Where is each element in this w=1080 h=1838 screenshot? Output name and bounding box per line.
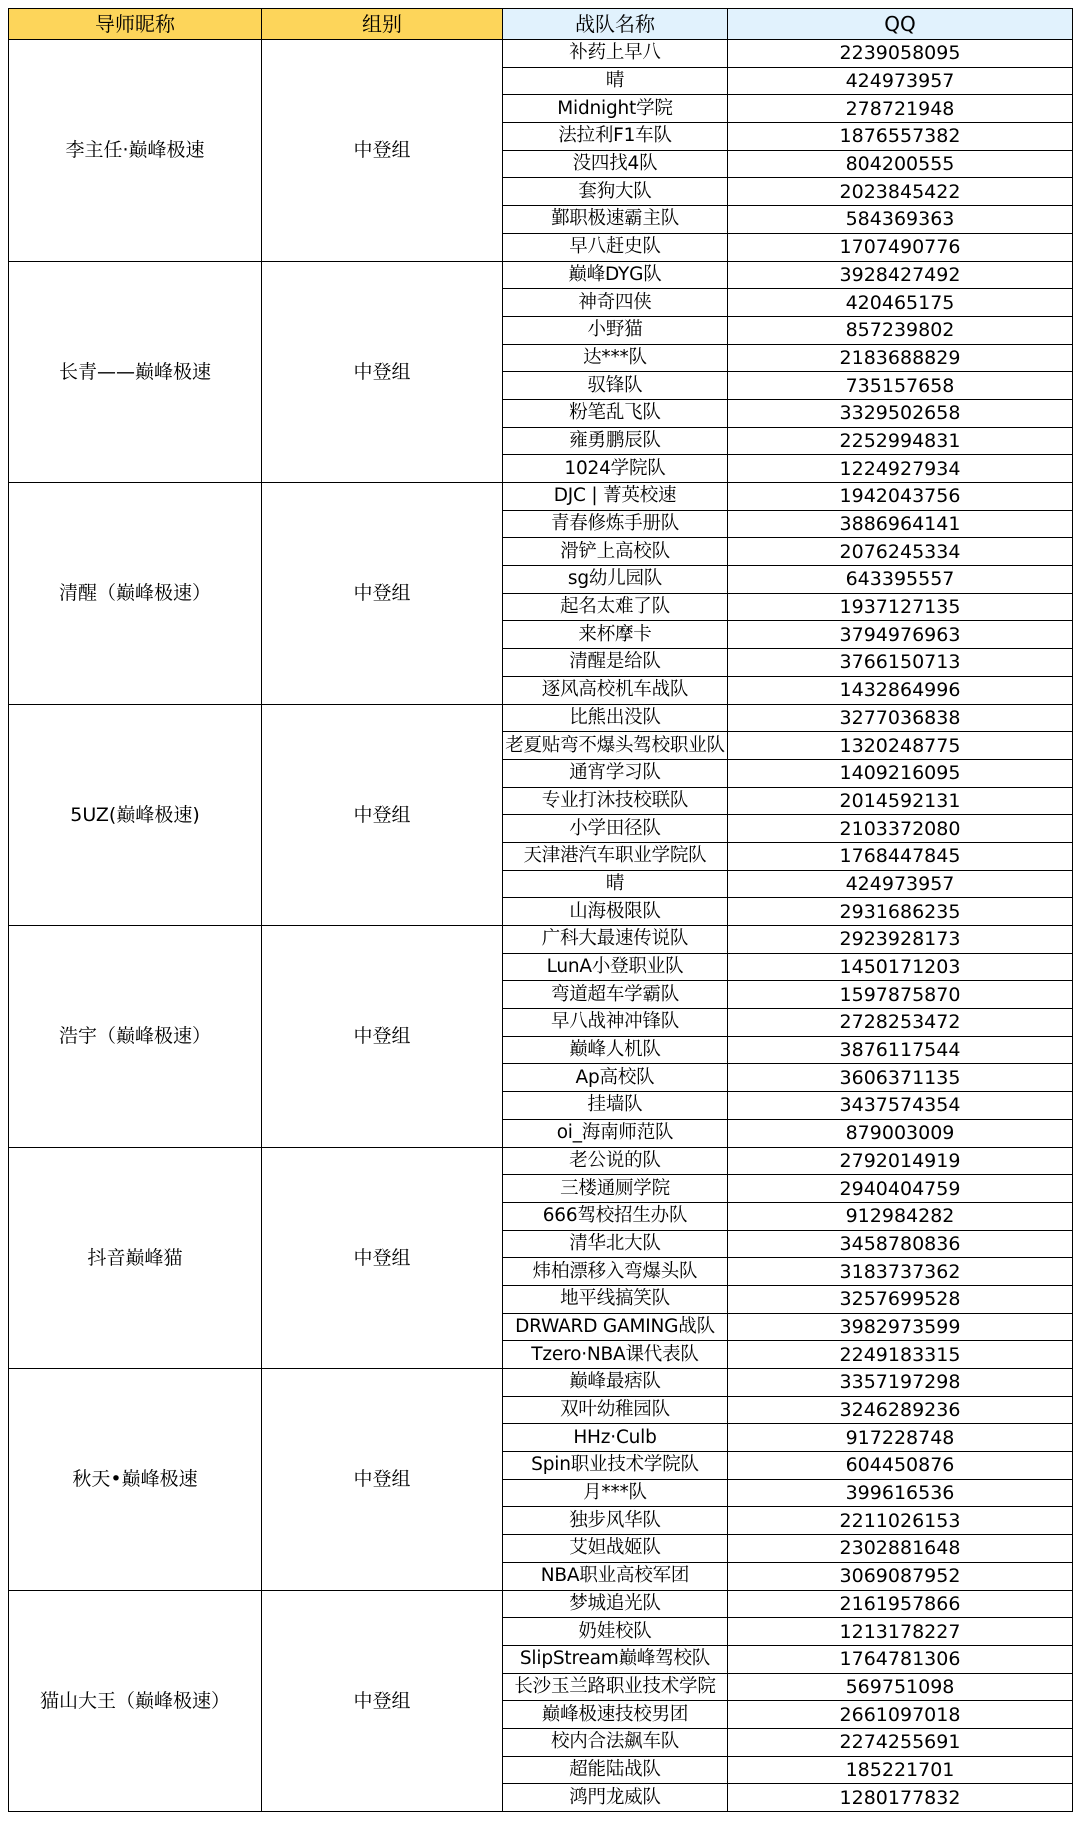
- qq-cell: 804200555: [728, 150, 1073, 178]
- team-name-cell: 校内合法飙车队: [503, 1728, 728, 1756]
- qq-cell: 1224927934: [728, 455, 1073, 483]
- team-name-cell: 神奇四侠: [503, 289, 728, 317]
- qq-cell: 3357197298: [728, 1369, 1073, 1397]
- team-name-cell: 双叶幼稚园队: [503, 1396, 728, 1424]
- team-name-cell: 青春修炼手册队: [503, 510, 728, 538]
- qq-cell: 2161957866: [728, 1590, 1073, 1618]
- team-name-cell: 早八赶史队: [503, 233, 728, 261]
- mentor-cell: 清醒（巅峰极速）: [9, 483, 262, 705]
- qq-cell: 2249183315: [728, 1341, 1073, 1369]
- team-name-cell: 老公说的队: [503, 1147, 728, 1175]
- qq-cell: 1937127135: [728, 593, 1073, 621]
- team-name-cell: Spin职业技术学院队: [503, 1452, 728, 1480]
- table-header: [9, 9, 1073, 40]
- team-name-cell: 来杯摩卡: [503, 621, 728, 649]
- team-name-cell: 小学田径队: [503, 815, 728, 843]
- group-cell: 中登组: [262, 926, 503, 1148]
- team-name-cell: 梦城追光队: [503, 1590, 728, 1618]
- header-team: 战队名称: [503, 9, 728, 40]
- qq-cell: 2211026153: [728, 1507, 1073, 1535]
- group-cell: 中登组: [262, 1590, 503, 1812]
- table-row: [9, 1147, 1073, 1175]
- qq-cell: 1876557382: [728, 123, 1073, 151]
- team-name-cell: 清醒是给队: [503, 649, 728, 677]
- qq-cell: 2183688829: [728, 344, 1073, 372]
- qq-cell: 2792014919: [728, 1147, 1073, 1175]
- team-name-cell: 驭锋队: [503, 372, 728, 400]
- qq-cell: 3766150713: [728, 649, 1073, 677]
- team-roster-table: [8, 8, 1073, 1812]
- table-row: [9, 483, 1073, 511]
- team-name-cell: 弯道超车学霸队: [503, 981, 728, 1009]
- group-cell: 中登组: [262, 704, 503, 926]
- team-name-cell: 666驾校招生办队: [503, 1202, 728, 1230]
- header-group: 组别: [262, 9, 503, 40]
- team-name-cell: Tzero·NBA课代表队: [503, 1341, 728, 1369]
- team-name-cell: 鄞职极速霸主队: [503, 206, 728, 234]
- qq-cell: 3458780836: [728, 1230, 1073, 1258]
- qq-cell: 3886964141: [728, 510, 1073, 538]
- qq-cell: 1597875870: [728, 981, 1073, 1009]
- qq-cell: 424973957: [728, 870, 1073, 898]
- table-row: [9, 1590, 1073, 1618]
- team-name-cell: 巅峰DYG队: [503, 261, 728, 289]
- qq-cell: 3257699528: [728, 1285, 1073, 1313]
- qq-cell: 2014592131: [728, 787, 1073, 815]
- team-name-cell: 1024学院队: [503, 455, 728, 483]
- team-name-cell: 逐风高校机车战队: [503, 676, 728, 704]
- qq-cell: 1213178227: [728, 1618, 1073, 1646]
- team-name-cell: 达***队: [503, 344, 728, 372]
- team-name-cell: LunA小登职业队: [503, 953, 728, 981]
- qq-cell: 3794976963: [728, 621, 1073, 649]
- team-name-cell: 小野猫: [503, 316, 728, 344]
- header-row: [9, 9, 1073, 40]
- team-name-cell: oi_海南师范队: [503, 1119, 728, 1147]
- qq-cell: 420465175: [728, 289, 1073, 317]
- qq-cell: 2302881648: [728, 1535, 1073, 1563]
- table-row: [9, 926, 1073, 954]
- qq-cell: 3183737362: [728, 1258, 1073, 1286]
- qq-cell: 1280177832: [728, 1784, 1073, 1812]
- group-cell: 中登组: [262, 40, 503, 262]
- team-name-cell: 套狗大队: [503, 178, 728, 206]
- qq-cell: 2252994831: [728, 427, 1073, 455]
- mentor-cell: 秋天•巅峰极速: [9, 1369, 262, 1591]
- group-cell: 中登组: [262, 1369, 503, 1591]
- qq-cell: 2274255691: [728, 1728, 1073, 1756]
- qq-cell: 399616536: [728, 1479, 1073, 1507]
- qq-cell: 2103372080: [728, 815, 1073, 843]
- team-name-cell: 三楼通厕学院: [503, 1175, 728, 1203]
- qq-cell: 569751098: [728, 1673, 1073, 1701]
- qq-cell: 2076245334: [728, 538, 1073, 566]
- qq-cell: 3982973599: [728, 1313, 1073, 1341]
- team-name-cell: 老夏贴弯不爆头驾校职业队: [503, 732, 728, 760]
- team-name-cell: 粉笔乱飞队: [503, 399, 728, 427]
- team-name-cell: 滑铲上高校队: [503, 538, 728, 566]
- qq-cell: 1450171203: [728, 953, 1073, 981]
- qq-cell: 584369363: [728, 206, 1073, 234]
- group-cell: 中登组: [262, 483, 503, 705]
- qq-cell: 3329502658: [728, 399, 1073, 427]
- qq-cell: 278721948: [728, 95, 1073, 123]
- team-name-cell: 炜柏漂移入弯爆头队: [503, 1258, 728, 1286]
- team-name-cell: 起名太难了队: [503, 593, 728, 621]
- qq-cell: 2931686235: [728, 898, 1073, 926]
- team-name-cell: 巅峰最痞队: [503, 1369, 728, 1397]
- team-name-cell: 地平线搞笑队: [503, 1285, 728, 1313]
- mentor-cell: 浩宇（巅峰极速）: [9, 926, 262, 1148]
- header-qq: QQ: [728, 9, 1073, 40]
- team-name-cell: 晴: [503, 67, 728, 95]
- team-name-cell: 清华北大队: [503, 1230, 728, 1258]
- team-name-cell: 法拉利F1车队: [503, 123, 728, 151]
- qq-cell: 3069087952: [728, 1562, 1073, 1590]
- mentor-cell: 抖音巅峰猫: [9, 1147, 262, 1369]
- mentor-cell: 李主任·巅峰极速: [9, 40, 262, 262]
- team-name-cell: 雍勇鹏辰队: [503, 427, 728, 455]
- mentor-cell: 长青——巅峰极速: [9, 261, 262, 483]
- qq-cell: 185221701: [728, 1756, 1073, 1784]
- qq-cell: 3437574354: [728, 1092, 1073, 1120]
- qq-cell: 1707490776: [728, 233, 1073, 261]
- mentor-cell: 5UZ(巅峰极速): [9, 704, 262, 926]
- qq-cell: 879003009: [728, 1119, 1073, 1147]
- qq-cell: 3876117544: [728, 1036, 1073, 1064]
- team-name-cell: 月***队: [503, 1479, 728, 1507]
- team-name-cell: DRWARD GAMING战队: [503, 1313, 728, 1341]
- table-body: [9, 40, 1073, 1812]
- team-name-cell: sg幼儿园队: [503, 566, 728, 594]
- team-name-cell: 艾妲战姬队: [503, 1535, 728, 1563]
- team-name-cell: NBA职业高校军团: [503, 1562, 728, 1590]
- team-name-cell: Midnight学院: [503, 95, 728, 123]
- team-name-cell: 补药上早八: [503, 40, 728, 68]
- table-row: [9, 261, 1073, 289]
- qq-cell: 1432864996: [728, 676, 1073, 704]
- qq-cell: 424973957: [728, 67, 1073, 95]
- team-name-cell: 独步风华队: [503, 1507, 728, 1535]
- qq-cell: 857239802: [728, 316, 1073, 344]
- header-mentor: 导师昵称: [9, 9, 262, 40]
- team-name-cell: DJC | 菁英校速: [503, 483, 728, 511]
- team-name-cell: 鸿門龙威队: [503, 1784, 728, 1812]
- team-name-cell: 专业打沐技校联队: [503, 787, 728, 815]
- qq-cell: 604450876: [728, 1452, 1073, 1480]
- team-name-cell: 巅峰人机队: [503, 1036, 728, 1064]
- team-name-cell: 超能陆战队: [503, 1756, 728, 1784]
- table-row: [9, 40, 1073, 68]
- team-name-cell: 天津港汽车职业学院队: [503, 842, 728, 870]
- qq-cell: 643395557: [728, 566, 1073, 594]
- mentor-cell: 猫山大王（巅峰极速）: [9, 1590, 262, 1812]
- table-row: [9, 704, 1073, 732]
- qq-cell: 3277036838: [728, 704, 1073, 732]
- qq-cell: 912984282: [728, 1202, 1073, 1230]
- team-name-cell: 广科大最速传说队: [503, 926, 728, 954]
- qq-cell: 3928427492: [728, 261, 1073, 289]
- qq-cell: 2728253472: [728, 1009, 1073, 1037]
- team-name-cell: 早八战神冲锋队: [503, 1009, 728, 1037]
- team-name-cell: 巅峰极速技校男团: [503, 1701, 728, 1729]
- team-name-cell: 挂墙队: [503, 1092, 728, 1120]
- team-name-cell: Ap高校队: [503, 1064, 728, 1092]
- qq-cell: 735157658: [728, 372, 1073, 400]
- qq-cell: 1320248775: [728, 732, 1073, 760]
- team-name-cell: 比熊出没队: [503, 704, 728, 732]
- qq-cell: 1942043756: [728, 483, 1073, 511]
- team-name-cell: SlipStream巅峰驾校队: [503, 1645, 728, 1673]
- qq-cell: 1768447845: [728, 842, 1073, 870]
- qq-cell: 2023845422: [728, 178, 1073, 206]
- team-name-cell: 奶娃校队: [503, 1618, 728, 1646]
- qq-cell: 1764781306: [728, 1645, 1073, 1673]
- group-cell: 中登组: [262, 261, 503, 483]
- qq-cell: 3606371135: [728, 1064, 1073, 1092]
- team-name-cell: HHz·Culb: [503, 1424, 728, 1452]
- qq-cell: 917228748: [728, 1424, 1073, 1452]
- group-cell: 中登组: [262, 1147, 503, 1369]
- team-name-cell: 长沙玉兰路职业技术学院: [503, 1673, 728, 1701]
- qq-cell: 3246289236: [728, 1396, 1073, 1424]
- qq-cell: 2239058095: [728, 40, 1073, 68]
- team-name-cell: 山海极限队: [503, 898, 728, 926]
- team-name-cell: 晴: [503, 870, 728, 898]
- team-name-cell: 没四找4队: [503, 150, 728, 178]
- table-row: [9, 1369, 1073, 1397]
- team-name-cell: 通宵学习队: [503, 759, 728, 787]
- qq-cell: 2661097018: [728, 1701, 1073, 1729]
- qq-cell: 1409216095: [728, 759, 1073, 787]
- qq-cell: 2923928173: [728, 926, 1073, 954]
- qq-cell: 2940404759: [728, 1175, 1073, 1203]
